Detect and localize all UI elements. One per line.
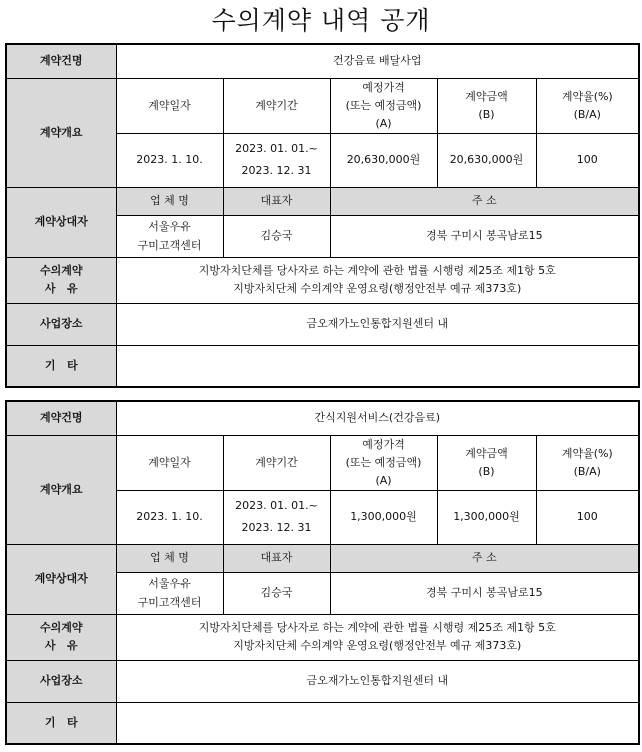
estimate-header-line2: (또는 예정금액) (345, 455, 422, 469)
estimate-value: 20,630,000원 (330, 133, 437, 187)
place-label: 사업장소 (6, 303, 116, 345)
estimate-header-line2: (또는 예정금액) (345, 98, 422, 112)
reason-line2: 지방자치단체 수의계약 운영요령(행정안전부 예규 제373호) (233, 282, 522, 295)
contract-block (5, 400, 638, 745)
estimate-header (330, 435, 437, 490)
etc-value (116, 702, 639, 744)
place-value: 금오재가노인통합지원센터 내 (116, 303, 639, 345)
party-label: 계약상대자 (6, 544, 116, 614)
rate-header-line2: (B/A) (573, 464, 601, 478)
estimate-header-line1: 예정가격 (362, 437, 405, 451)
page-title: 수의계약 내역 공개 (211, 6, 431, 35)
address-value: 경북 구미시 봉곡남로15 (330, 572, 639, 614)
period-end: 2023. 12. 31 (241, 164, 312, 177)
address-header: 주 소 (330, 187, 639, 215)
contract-name-value: 간식지원서비스(건강음료) (116, 401, 639, 435)
estimate-header (330, 78, 437, 133)
contract-block (5, 43, 638, 388)
rate-header-line1: 계약율(%) (561, 446, 613, 460)
date-header: 계약일자 (116, 78, 223, 133)
estimate-header-line3: (A) (375, 473, 392, 487)
company-line1: 서울우유 (148, 577, 191, 590)
date-value: 2023. 1. 10. (116, 133, 223, 187)
etc-value (116, 345, 639, 387)
reason-line1: 지방자치단체를 당사자로 하는 계약에 관한 법률 시행령 제25조 제1항 5호 (198, 621, 556, 634)
company-header: 업 체 명 (116, 187, 223, 215)
estimate-value: 1,300,000원 (330, 490, 437, 544)
rate-header (536, 78, 639, 133)
amount-header-line1: 계약금액 (465, 89, 508, 103)
period-header: 계약기간 (223, 435, 330, 490)
reason-label (6, 257, 116, 303)
reason-label-line1: 수의계약 (39, 621, 83, 634)
reason-value (116, 614, 639, 660)
party-label: 계약상대자 (6, 187, 116, 257)
contract-table (5, 43, 640, 388)
reason-line1: 지방자치단체를 당사자로 하는 계약에 관한 법률 시행령 제25조 제1항 5호 (198, 264, 556, 277)
period-start: 2023. 01. 01.~ (235, 499, 318, 512)
amount-header (437, 78, 536, 133)
address-header: 주 소 (330, 544, 639, 572)
amount-value: 20,630,000원 (437, 133, 536, 187)
reason-label (6, 614, 116, 660)
reason-label-line2: 사 유 (44, 639, 78, 652)
period-value (223, 490, 330, 544)
place-value: 금오재가노인통합지원센터 내 (116, 660, 639, 702)
ceo-value: 김승국 (223, 572, 330, 614)
ceo-header: 대표자 (223, 187, 330, 215)
date-value: 2023. 1. 10. (116, 490, 223, 544)
period-end: 2023. 12. 31 (241, 521, 312, 534)
amount-header-line2: (B) (478, 107, 495, 121)
rate-header-line1: 계약율(%) (561, 89, 613, 103)
ceo-value: 김승국 (223, 215, 330, 257)
reason-value (116, 257, 639, 303)
period-header: 계약기간 (223, 78, 330, 133)
company-value (116, 572, 223, 614)
estimate-header-line3: (A) (375, 116, 392, 130)
amount-header (437, 435, 536, 490)
company-line2: 구미고객센터 (137, 596, 202, 609)
overview-label: 계약개요 (6, 435, 116, 544)
company-line2: 구미고객센터 (137, 239, 202, 252)
ceo-header: 대표자 (223, 544, 330, 572)
date-header: 계약일자 (116, 435, 223, 490)
place-label: 사업장소 (6, 660, 116, 702)
etc-label: 기 타 (6, 345, 116, 387)
contract-name-label: 계약건명 (6, 401, 116, 435)
contract-table (5, 400, 640, 745)
reason-label-line1: 수의계약 (39, 264, 83, 277)
company-value (116, 215, 223, 257)
amount-value: 1,300,000원 (437, 490, 536, 544)
estimate-header-line1: 예정가격 (362, 80, 405, 94)
overview-label: 계약개요 (6, 78, 116, 187)
address-value: 경북 구미시 봉곡남로15 (330, 215, 639, 257)
amount-header-line1: 계약금액 (465, 446, 508, 460)
rate-header (536, 435, 639, 490)
company-line1: 서울우유 (148, 220, 191, 233)
period-value (223, 133, 330, 187)
rate-header-line2: (B/A) (573, 107, 601, 121)
rate-value: 100 (536, 490, 639, 544)
etc-label: 기 타 (6, 702, 116, 744)
reason-line2: 지방자치단체 수의계약 운영요령(행정안전부 예규 제373호) (233, 639, 522, 652)
period-start: 2023. 01. 01.~ (235, 142, 318, 155)
rate-value: 100 (536, 133, 639, 187)
contract-name-label: 계약건명 (6, 44, 116, 78)
contract-name-value: 건강음료 배달사업 (116, 44, 639, 78)
company-header: 업 체 명 (116, 544, 223, 572)
amount-header-line2: (B) (478, 464, 495, 478)
reason-label-line2: 사 유 (44, 282, 78, 295)
